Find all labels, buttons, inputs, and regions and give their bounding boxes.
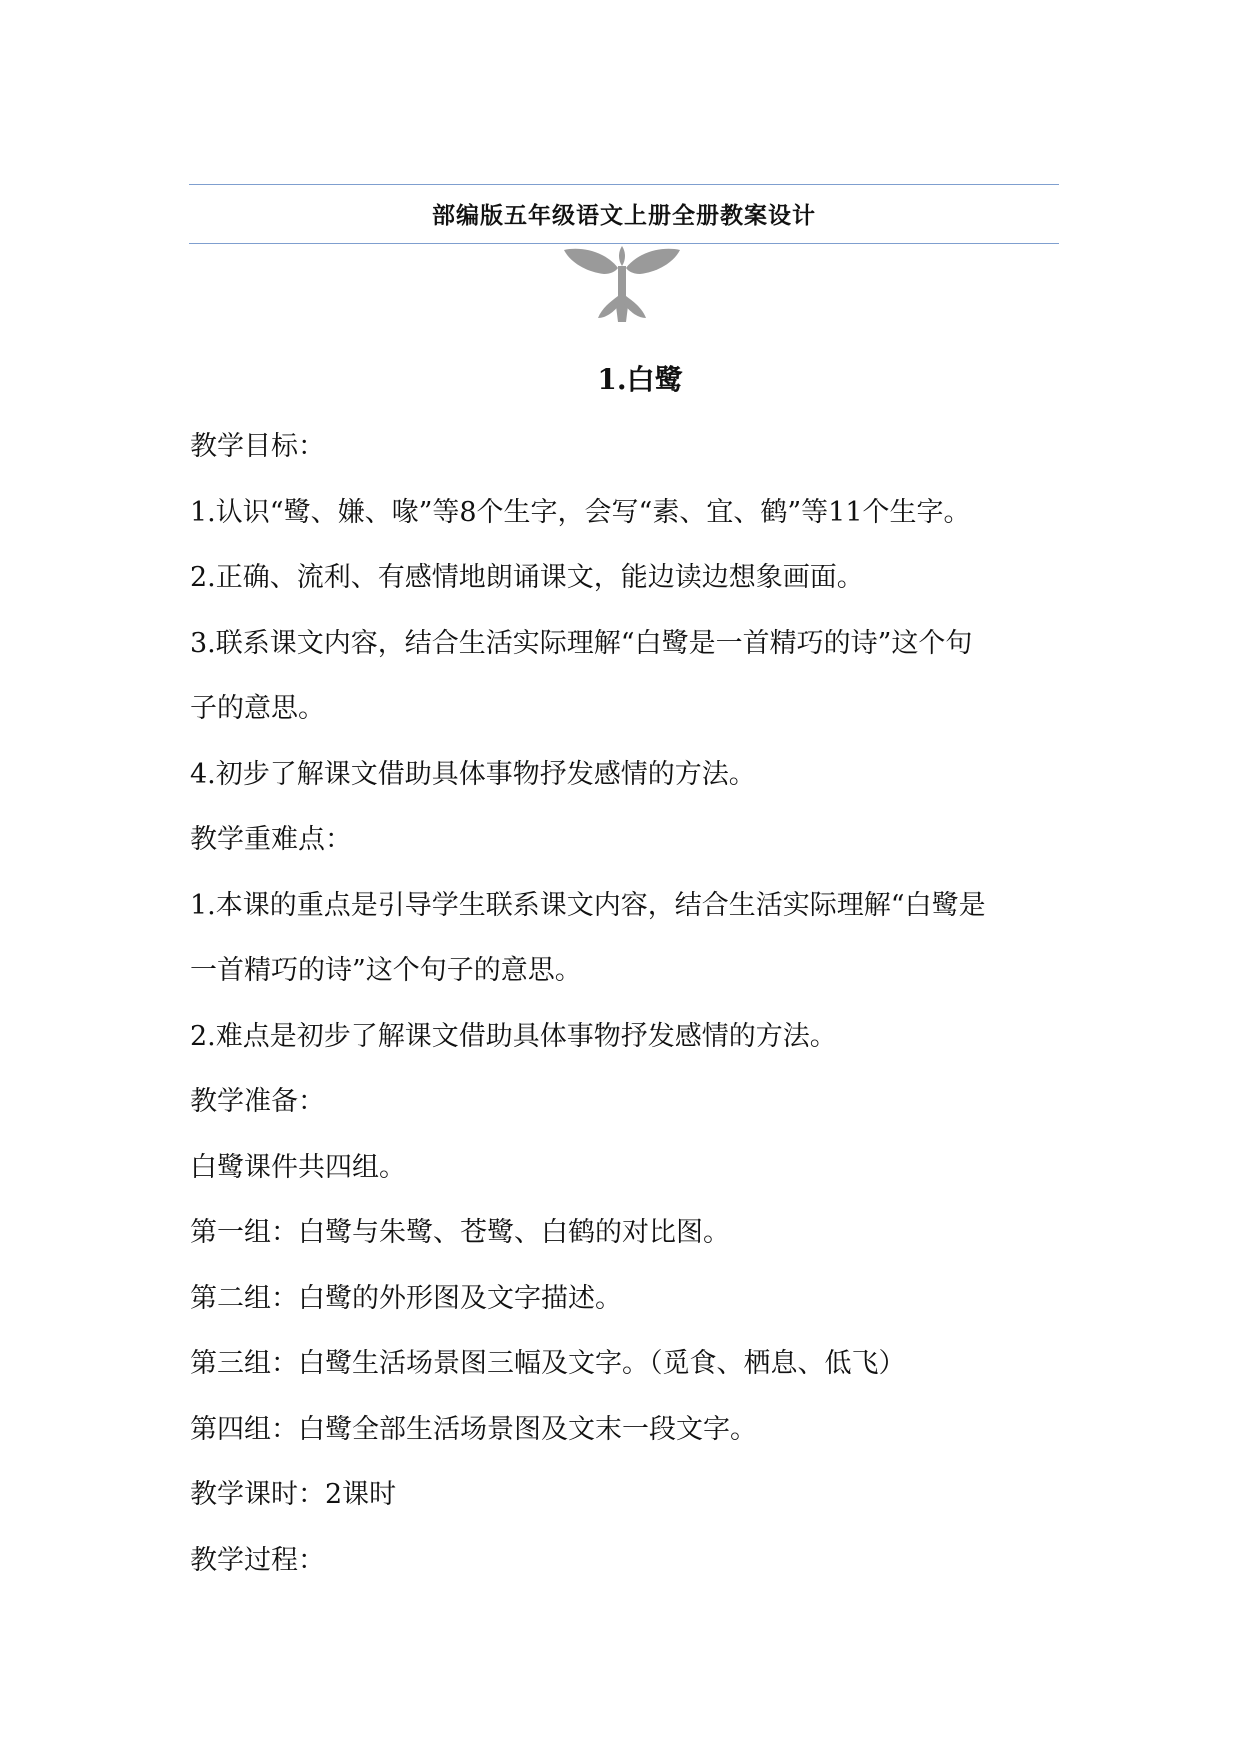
body-line: 一首精巧的诗”这个句子的意思。: [190, 955, 582, 986]
body-line: 第一组：白鹭与朱鹭、苍鹭、白鹤的对比图。: [190, 1217, 730, 1248]
body-line: 2.正确、流利、有感情地朗诵课文，能边读边想象画面。: [190, 562, 864, 593]
body-line: 3.联系课文内容，结合生活实际理解“白鹭是一首精巧的诗”这个句: [190, 627, 973, 659]
body-line: 4.初步了解课文借助具体事物抒发感情的方法。: [190, 758, 756, 790]
body-line: 第四组：白鹭全部生活场景图及文末一段文字。: [190, 1413, 757, 1445]
header-bottom-rule: [189, 243, 1059, 244]
body-line: 教学课时：2课时: [190, 1479, 397, 1510]
header-title: 部编版五年级语文上册全册教案设计: [432, 203, 816, 229]
body-line: 教学准备：: [190, 1086, 325, 1117]
body-line: 1.认识“鹭、嫌、喙”等8个生字，会写“素、宜、鹤”等11个生字。: [190, 496, 971, 528]
body-line: 第二组：白鹭的外形图及文字描述。: [190, 1282, 622, 1314]
body-line: 2.难点是初步了解课文借助具体事物抒发感情的方法。: [190, 1020, 837, 1052]
header-top-rule: [189, 184, 1059, 185]
body-line: 子的意思。: [190, 693, 325, 724]
body-line: 教学重难点：: [190, 824, 352, 855]
lesson-title: 1.白鹭: [597, 363, 683, 396]
body-line: 1.本课的重点是引导学生联系课文内容，结合生活实际理解“白鹭是: [190, 889, 986, 921]
body-line: 教学过程：: [190, 1544, 325, 1576]
leaf-ornament-icon: [560, 246, 684, 324]
body-line: 白鹭课件共四组。: [190, 1151, 406, 1183]
body-line: 第三组：白鹭生活场景图三幅及文字。（觅食、栖息、低飞）: [190, 1348, 906, 1379]
lesson-body: [190, 424, 1070, 1603]
body-line: 教学目标：: [190, 431, 325, 462]
